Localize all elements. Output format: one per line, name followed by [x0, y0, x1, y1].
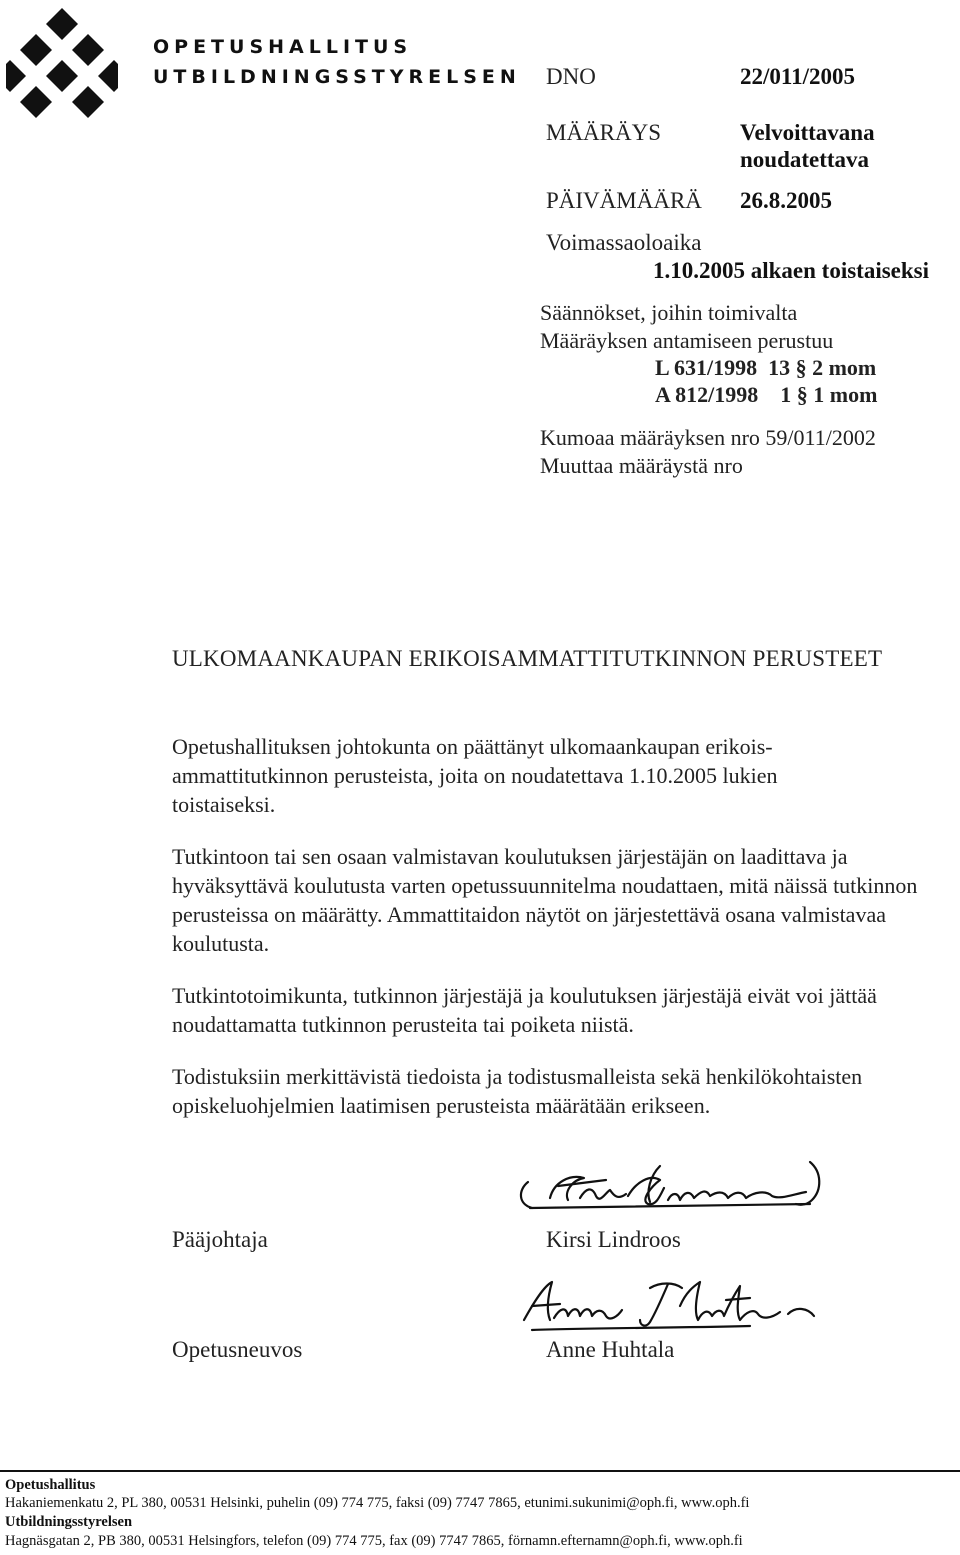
law-reference-1: L 631/1998 13 § 2 mom: [655, 355, 877, 380]
legal-basis-line2: Määräyksen antamiseen perustuu: [540, 328, 834, 353]
footer-address-fi: Hakaniemenkatu 2, PL 380, 00531 Helsinki, puhelin (09) 774 775, faksi (09) 7747 7865, etunimi.sukunimi@oph.fi, www.oph.fi: [5, 1495, 750, 1511]
amends-reference: Muuttaa määräystä nro: [540, 453, 743, 478]
footer-divider: [0, 1470, 960, 1472]
date-label: PÄIVÄMÄÄRÄ: [546, 188, 702, 213]
dno-label: DNO: [546, 64, 596, 89]
paragraph: Tutkintotoimikunta, tutkinnon järjestäjä ja koulutuksen järjestäjä eivät voi jättää noudattamatta tutkinnon perusteita tai poiketa niistä.: [172, 983, 877, 1037]
paragraph: Todistuksiin merkittävistä tiedoista ja todistusmalleista sekä henkilökohtaisten opiskeluohjelmien laatimisen perusteista määrätään erikseen.: [172, 1064, 863, 1118]
org-name-fi: OPETUSHALLITUS: [153, 36, 413, 58]
footer-org-fi: Opetushallitus: [5, 1477, 96, 1493]
logo-icon: [6, 6, 118, 118]
org-name-sv: UTBILDNINGSSTYRELSEN: [153, 66, 521, 88]
paragraph: Opetushallituksen johtokunta on päättänyt ulkomaankaupan erikois-ammattitutkinnon perusteista, joita on noudatettava 1.10.2005 lukien toistaiseksi.: [172, 734, 778, 817]
validity-label: Voimassaoloaika: [546, 230, 702, 255]
paragraph: Tutkintoon tai sen osaan valmistavan koulutuksen järjestäjän on laadittava ja hyväksyttävä koulutusta varten opetussuunnitelma noudattaen, mitä näissä tutkinnon perusteissa on määrätty. Ammattitaidon näytöt on järjestettävä osana valmistavaa koulutusta.: [172, 844, 918, 956]
type-value-line2: noudatettava: [740, 147, 870, 172]
document-title: ULKOMAANKAUPAN ERIKOISAMMATTITUTKINNON PERUSTEET: [172, 646, 883, 671]
date-value: 26.8.2005: [740, 188, 832, 213]
type-label: MÄÄRÄYS: [546, 120, 662, 145]
signatory-name-2: Anne Huhtala: [546, 1337, 675, 1362]
signature-huhtala: [510, 1272, 830, 1336]
repeals-reference: Kumoaa määräyksen nro 59/011/2002: [540, 425, 876, 450]
signature-lindroos: [510, 1152, 830, 1214]
signatory-name-1: Kirsi Lindroos: [546, 1227, 681, 1252]
validity-value: 1.10.2005 alkaen toistaiseksi: [653, 258, 930, 283]
legal-basis-line1: Säännökset, joihin toimivalta: [540, 300, 798, 325]
type-value-line1: Velvoittavana: [740, 120, 875, 145]
footer-org-sv: Utbildningsstyrelsen: [5, 1514, 133, 1530]
footer-address-sv: Hagnäsgatan 2, PB 380, 00531 Helsingfors, telefon (09) 774 775, fax (09) 7747 7865, förnamn.efternamn@oph.fi, www.oph.fi: [5, 1533, 743, 1549]
dno-value: 22/011/2005: [740, 64, 856, 89]
law-reference-2: A 812/1998 1 § 1 mom: [655, 382, 878, 407]
signatory-role-1: Pääjohtaja: [172, 1227, 268, 1252]
signatory-role-2: Opetusneuvos: [172, 1337, 303, 1362]
